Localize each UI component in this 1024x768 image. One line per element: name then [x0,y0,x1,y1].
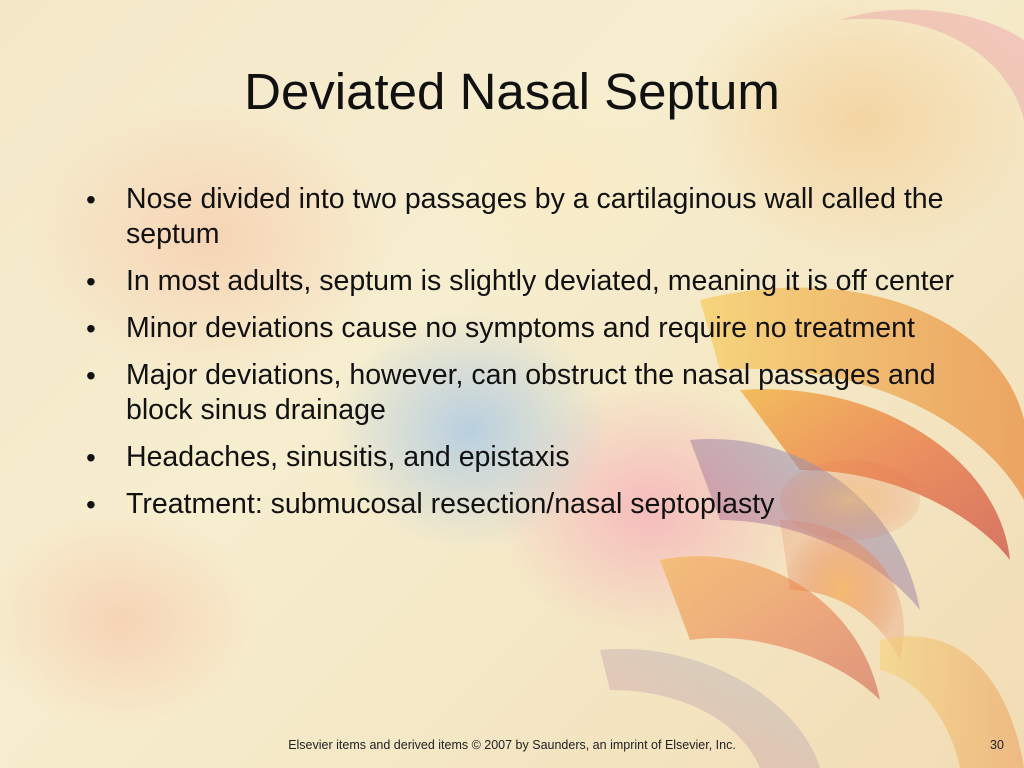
slide-title: Deviated Nasal Septum [244,63,780,120]
page-number: 30 [990,738,1004,752]
bullet-text: Minor deviations cause no symptoms and require no treatment [126,312,915,344]
bullet-item [84,182,964,252]
bullet-list [84,182,964,534]
bullet-icon: • [86,360,96,391]
bullet-text: Nose divided into two passages by a cartilaginous wall called the septum [126,183,944,250]
bullet-icon: • [86,442,96,473]
bullet-text: Headaches, sinusitis, and epistaxis [126,441,570,473]
bullet-text: In most adults, septum is slightly deviated, meaning it is off center [126,265,954,297]
bullet-item [84,487,964,522]
bullet-icon: • [86,313,96,344]
bullet-icon: • [86,184,96,215]
copyright-footer: Elsevier items and derived items © 2007 by Saunders, an imprint of Elsevier, Inc. [288,738,736,752]
bullet-icon: • [86,266,96,297]
bullet-item [84,264,964,299]
bullet-item [84,311,964,346]
bullet-item [84,440,964,475]
bullet-text: Treatment: submucosal resection/nasal septoplasty [126,488,775,520]
bullet-icon: • [86,489,96,520]
bullet-item [84,358,964,428]
bullet-text: Major deviations, however, can obstruct the nasal passages and block sinus drainage [126,359,936,426]
